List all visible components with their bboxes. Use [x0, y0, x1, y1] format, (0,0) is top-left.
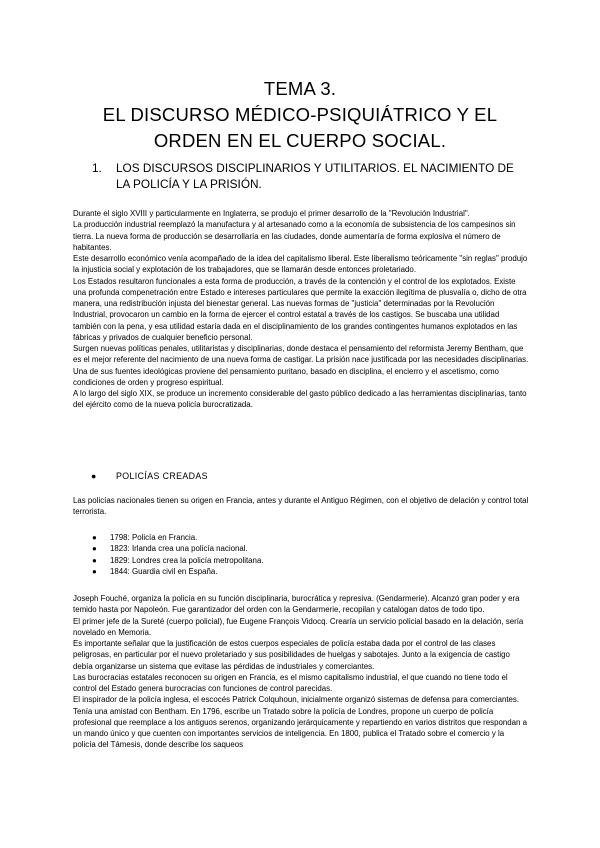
paragraph: Este desarrollo económico venía acompañado de la idea del capitalismo liberal. Este liberalismo teóricamente "sin reglas" produjo la injusticia social y explotación de los trabajadores, que se llamarán desde entonces proletariado. — [73, 254, 528, 275]
paragraph: Es importante señalar que la justificación de estos cuerpos especiales de policía estaba dada por el control de las clases peligrosas, en particular por el nuevo proletariado y sus posibilidades de huelgas y sabotajes. Junto a la exigencia de castigo debía organizarse un sistema que evitase las pérdidas de industriales y comerciantes. — [73, 639, 510, 671]
list-item: ● 1798: Policía en Francia. — [92, 533, 198, 542]
police-list — [92, 532, 410, 578]
document-title — [0, 76, 600, 154]
section-heading-line-2: LA POLICÍA Y LA PRISIÓN. — [116, 177, 262, 191]
body-text-block-1 — [73, 208, 529, 411]
paragraph: Las burocracias estatales reconocen su origen en Francia, es el mismo capitalismo industrial, el que cuando no tiene todo el control del Estado genera burocracias con funciones de control parecidas. — [73, 672, 508, 693]
paragraph: Durante el siglo XVIII y particularmente en Inglaterra, se produjo el primer desarrollo de la "Revolución Industrial". — [73, 209, 470, 218]
body-text-block-2 — [73, 495, 529, 518]
section-number: 1. — [92, 161, 102, 175]
bullet-icon: ● — [92, 544, 97, 554]
title-line-1: TEMA 3. — [263, 78, 337, 99]
bullet-icon: ● — [92, 533, 97, 542]
paragraph: Las policías nacionales tienen su origen en Francia, antes y durante el Antiguo Régimen, con el objetivo de delación y control total terrorista. — [73, 496, 529, 517]
paragraph: A lo largo del siglo XIX, se produce un incremento considerable del gasto público dedicado a las herramientas disciplinarias, tanto del ejército como de la nueva policía burocratizada. — [73, 389, 527, 410]
paragraph: La producción industrial reemplazó la manufactura y al artesanado como a la economía de subsistencia de los campesinos sin tierra. La nueva forma de producción se desarrollaría en las ciudades, donde aumentaría de forma explosiva el número de habitantes. — [73, 220, 516, 252]
bullet-heading-text: POLICÍAS CREADAS — [116, 471, 208, 481]
title-line-3: ORDEN EN EL CUERPO SOCIAL. — [153, 130, 447, 151]
paragraph: El inspirador de la policía inglesa, el escocés Patrick Colquhoun, inicialmente organizó sistemas de defensa para comerciantes. Tenía una amistad con Bentham. En 1796, escribe un Tratado sobre la policía de Londres, propone un cuerpo de policía profesional que reemplace a los antiguos serenos, organizando jerárquicamente y repartiendo en varios distritos que respondan a un mando único y que cuenten con importantes servicios de inteligencia. En 1800, publica el Tratado sobre el comercio y la policía del Támesis, donde describe los saqueos — [73, 695, 527, 750]
section-heading-line-1: LOS DISCURSOS DISCIPLINARIOS Y UTILITARIOS. EL NACIMIENTO DE — [116, 161, 514, 175]
paragraph: El primer jefe de la Sureté (cuerpo policial), fue Eugene François Vidocq. Crearía un servicio policial basado en la delación, sería novelado en Memoria. — [73, 616, 524, 637]
paragraph: Joseph Fouché, organiza la policía en su función disciplinaria, burocrática y represiva. (Gendarmerie). Alcanzó gran poder y era temido hasta por Napoleón. Fue garantizador del orden con la Gendarmerie, recopilan y catalogan datos de todo tipo. — [73, 594, 520, 615]
section-heading — [92, 160, 536, 192]
paragraph: Surgen nuevas políticas penales, utilitaristas y disciplinarias, donde destaca el pensamiento del reformista Jeremy Bentham, que es el mejor referente del nacimiento de una nueva forma de castigar. La prisión nace justificada por las necesidades disciplinarias. Una de sus fuentes ideológicas proviene del pensamiento puritano, basado en disciplina, el encierro y el ascetismo, como condiciones de orden y progreso espiritual. — [73, 344, 529, 387]
bullet-icon: ● — [92, 555, 97, 565]
list-item: ● 1844: Guardia civil en España. — [92, 567, 218, 577]
list-item: ● 1823: Irlanda crea una policía nacional. — [92, 544, 248, 554]
list-item: ● 1829: Londres crea la policía metropolitana. — [92, 555, 264, 565]
title-line-2: EL DISCURSO MÉDICO-PSIQUIÁTRICO Y EL — [102, 104, 498, 125]
bullet-icon: ● — [91, 471, 97, 481]
bullet-heading — [91, 471, 208, 481]
body-text-block-3 — [73, 593, 529, 751]
paragraph: Los Estados resultaron funcionales a esta forma de producción, a través de la contención y el control de los explotados. Existe una profunda compenetración entre Estado e intereses particulares que permite la exacción ilegítima de plusvalía o, dicho de otra manera, una redistribución injusta del bienestar general. Las nuevas formas de "justicia" determinadas por la Revolución Industrial, provocaron un cambio en la forma de ejercer el control estatal a través de los castigos. Se buscaba una utilidad también con la pena, y esa utilidad estaría dada en el disciplinamiento de los grandes contingentes humanos explotados en las fábricas y privados de cualquier beneficio personal. — [73, 276, 527, 342]
bullet-icon: ● — [92, 567, 97, 577]
